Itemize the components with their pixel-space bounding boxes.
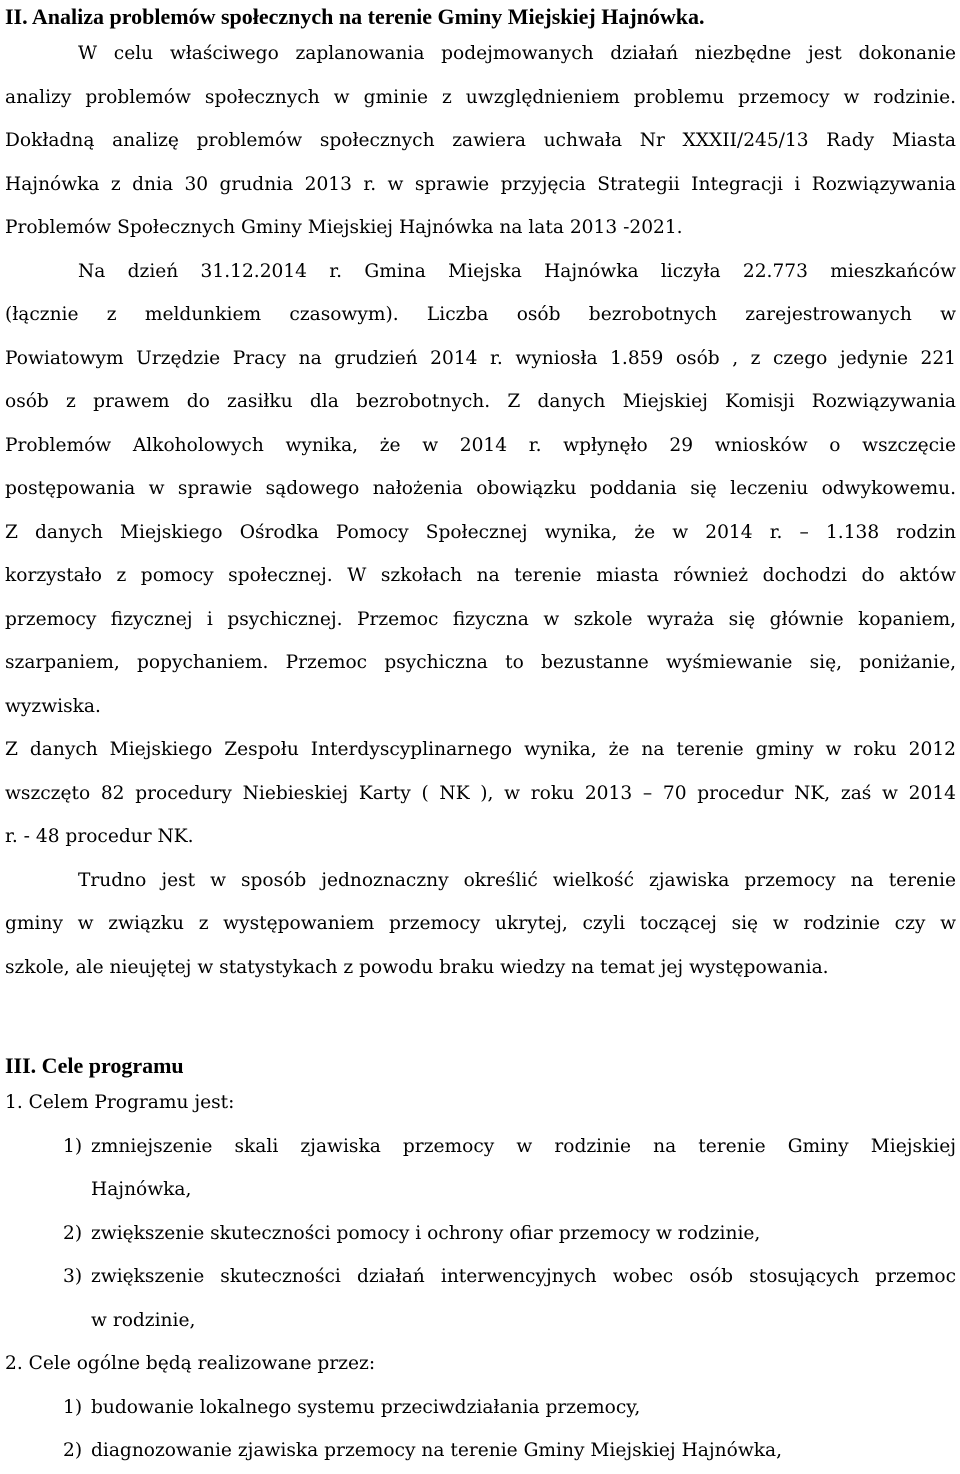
text-line: Na dzień 31.12.2014 r. Gmina Miejska Hajnówka liczyła 22.773 mieszkańców: [78, 260, 956, 282]
text-line: Dokładną analizę problemów społecznych zawiera uchwała Nr XXXII/245/13 Rady Miasta: [5, 130, 956, 151]
text-line: szarpaniem, popychaniem. Przemoc psychiczna to bezustanne wyśmiewanie się, poniżanie,: [5, 652, 956, 673]
text-line: Problemów Społecznych Gminy Miejskiej Hajnówka na lata 2013 -2021.: [5, 217, 683, 238]
text-line: gminy w związku z występowaniem przemocy ukrytej, czyli toczącej się w rodzinie czy w: [5, 913, 956, 934]
paragraph-1: [5, 32, 956, 250]
text-line: Z danych Miejskiego Ośrodka Pomocy Społecznej wynika, że w 2014 r. – 1.138 rodzin: [5, 521, 956, 543]
list-item-number: 1): [63, 1135, 83, 1157]
list-item-number: 1): [63, 1396, 83, 1418]
list-item-number: 2): [63, 1222, 83, 1244]
list-item: [5, 1125, 956, 1169]
paragraph-4: [5, 859, 956, 990]
text-line: Powiatowym Urzędzie Pracy na grudzień 2014 r. wyniosła 1.859 osób , z czego jedynie 221: [5, 347, 956, 369]
list-item-text: zwiększenie skuteczności działań interwencyjnych wobec osób stosujących przemoc: [91, 1266, 956, 1287]
section-3-heading: III. Cele programu: [5, 1053, 184, 1078]
list-item-number: 3): [63, 1266, 83, 1287]
text-line: r. - 48 procedur NK.: [5, 826, 194, 847]
list-item-text: budowanie lokalnego systemu przeciwdziałania przemocy,: [91, 1396, 641, 1418]
list-heading: 2. Cele ogólne będą realizowane przez:: [5, 1353, 376, 1374]
list-item: [5, 1429, 956, 1473]
list-item-text: diagnozowanie zjawiska przemocy na terenie Gminy Miejskiej Hajnówka,: [91, 1440, 782, 1461]
list-item: [5, 1386, 956, 1430]
list-item-text: zmniejszenie skali zjawiska przemocy w rodzinie na terenie Gminy Miejskiej: [91, 1135, 956, 1157]
list-item-continuation: w rodzinie,: [91, 1309, 196, 1331]
text-line: korzystało z pomocy społecznej. W szkołach na terenie miasta również dochodzi do aktów: [5, 565, 956, 586]
text-line: W celu właściwego zaplanowania podejmowanych działań niezbędne jest dokonanie: [78, 43, 956, 64]
text-line: osób z prawem do zasiłku dla bezrobotnych. Z danych Miejskiej Komisji Rozwiązywania: [5, 391, 956, 412]
paragraph-2: [5, 250, 956, 729]
document-page: [0, 2, 960, 1474]
list-heading: 1. Celem Programu jest:: [5, 1092, 235, 1113]
text-line: Hajnówka z dnia 30 grudnia 2013 r. w sprawie przyjęcia Strategii Integracji i Rozwiązywania: [5, 173, 956, 195]
text-line: wyzwiska.: [5, 695, 101, 717]
section-2-heading: II. Analiza problemów społecznych na terenie Gminy Miejskiej Hajnówka.: [5, 4, 705, 29]
text-line: wszczęto 82 procedury Niebieskiej Karty ( NK ), w roku 2013 – 70 procedur NK, zaś w 2014: [5, 782, 956, 804]
text-line: postępowania w sprawie sądowego nałożenia obowiązku poddania się leczeniu odwykowemu.: [5, 478, 956, 499]
text-line: Z danych Miejskiego Zespołu Interdyscyplinarnego wynika, że na terenie gminy w roku 2012: [5, 739, 956, 760]
list-item: [5, 1212, 956, 1256]
text-line: (łącznie z meldunkiem czasowym). Liczba osób bezrobotnych zarejestrowanych w: [5, 304, 956, 325]
list-item: [5, 1255, 956, 1299]
text-line: przemocy fizycznej i psychicznej. Przemoc fizyczna w szkole wyraża się głównie kopaniem,: [5, 608, 956, 630]
text-line: analizy problemów społecznych w gminie z uwzględnieniem problemu przemocy w rodzinie.: [5, 86, 956, 108]
text-line: szkole, ale nieujętej w statystykach z powodu braku wiedzy na temat jej występowania.: [5, 956, 829, 978]
list-item-number: 2): [63, 1440, 83, 1461]
list-item-continuation: Hajnówka,: [91, 1179, 192, 1200]
list-item-text: zwiększenie skuteczności pomocy i ochrony ofiar przemocy w rodzinie,: [91, 1222, 761, 1244]
paragraph-3: [5, 728, 956, 859]
text-line: Trudno jest w sposób jednoznaczny określić wielkość zjawiska przemocy na terenie: [78, 869, 956, 891]
program-goals: [5, 1081, 956, 1473]
text-line: Problemów Alkoholowych wynika, że w 2014 r. wpłynęło 29 wniosków o wszczęcie: [5, 434, 956, 456]
